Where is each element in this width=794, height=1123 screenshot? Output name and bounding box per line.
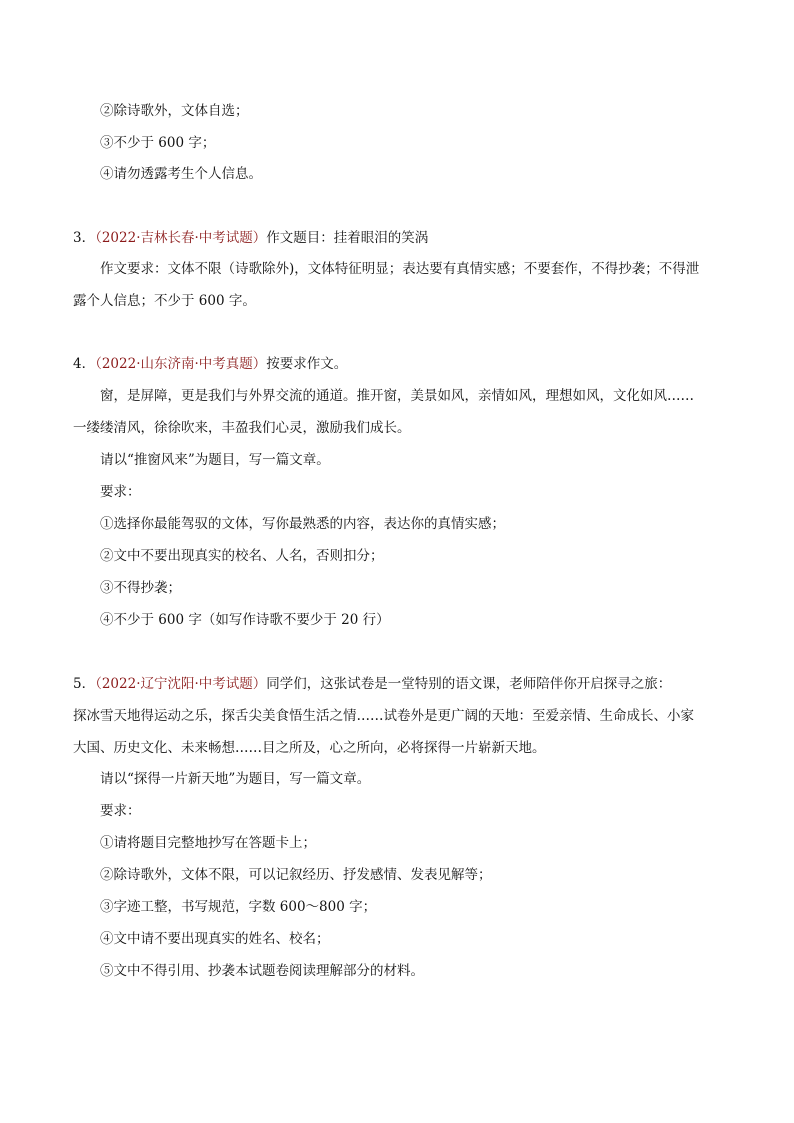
- q4-prompt: 请以“推窗风来”为题目，写一篇文章。: [100, 452, 330, 468]
- q2-requirement-3: ③不少于 600 字；: [100, 135, 216, 151]
- q4-requirement-2: ②文中不要出现真实的校名、人名，否则扣分；: [100, 548, 384, 564]
- q2-requirement-2: ②除诗歌外，文体自选；: [100, 103, 249, 119]
- q5-source: （2022·辽宁沈阳·中考试题）: [95, 676, 267, 692]
- q4-requirements-label: 要求：: [100, 484, 141, 500]
- q5-requirement-3: ③字迹工整，书写规范，字数 600～800 字；: [100, 899, 377, 915]
- q5-prompt: 请以“探得一片新天地”为题目，写一篇文章。: [100, 771, 371, 787]
- q4-requirement-4: ④不少于 600 字（如写作诗歌不要少于 20 行）: [100, 612, 390, 628]
- q5-title: 同学们，这张试卷是一堂特别的语文课，老师陪伴你开启探寻之旅：: [266, 676, 672, 692]
- q4-heading: [73, 354, 347, 374]
- q5-requirement-2: ②除诗歌外，文体不限，可以记叙经历、抒发感情、发表见解等；: [100, 867, 492, 883]
- q5-number: 5．: [73, 676, 96, 692]
- q3-title: 作文题目：挂着眼泪的笑涡: [266, 230, 429, 246]
- q4-source: （2022·山东济南·中考真题）: [95, 356, 267, 372]
- q3-requirement-line-2: 露个人信息；不少于 600 字。: [73, 293, 256, 309]
- q2-requirement-4: ④请勿透露考生个人信息。: [100, 166, 262, 182]
- q5-requirement-4: ④文中请不要出现真实的姓名、校名；: [100, 931, 330, 947]
- q4-requirement-3: ③不得抄袭；: [100, 580, 181, 596]
- q4-number: 4．: [73, 356, 96, 372]
- q5-requirements-label: 要求：: [100, 803, 141, 819]
- q4-paragraph-line-2: 一缕缕清风，徐徐吹来，丰盈我们心灵，激励我们成长。: [73, 420, 411, 436]
- q3-requirement-line-1: 作文要求：文体不限（诗歌除外)，文体特征明显；表达要有真情实感；不要套作，不得抄袭；不得泄: [100, 261, 700, 277]
- q4-requirement-1: ①选择你最能驾驭的文体，写你最熟悉的内容，表达你的真情实感；: [100, 516, 505, 532]
- q5-paragraph-line-2: 探冰雪天地得运动之乐，探舌尖美食悟生活之情……试卷外是更广阔的天地：至爱亲情、生命成长、小家: [73, 708, 694, 724]
- q5-requirement-1: ①请将题目完整地抄写在答题卡上；: [100, 835, 316, 851]
- q5-paragraph-line-3: 大国、历史文化、未来畅想……目之所及，心之所向，必将探得一片崭新天地。: [73, 740, 546, 756]
- q5-requirement-5: ⑤文中不得引用、抄袭本试题卷阅读理解部分的材料。: [100, 963, 424, 979]
- q4-paragraph-line-1: 窗，是屏障，更是我们与外界交流的通道。推开窗，美景如风，亲情如风，理想如风，文化如风……: [100, 388, 694, 404]
- q4-title: 按要求作文。: [266, 356, 348, 372]
- q3-heading: [73, 228, 428, 248]
- q3-number: 3．: [73, 230, 96, 246]
- q3-source: （2022·吉林长春·中考试题）: [95, 230, 267, 246]
- q5-heading: [73, 674, 671, 694]
